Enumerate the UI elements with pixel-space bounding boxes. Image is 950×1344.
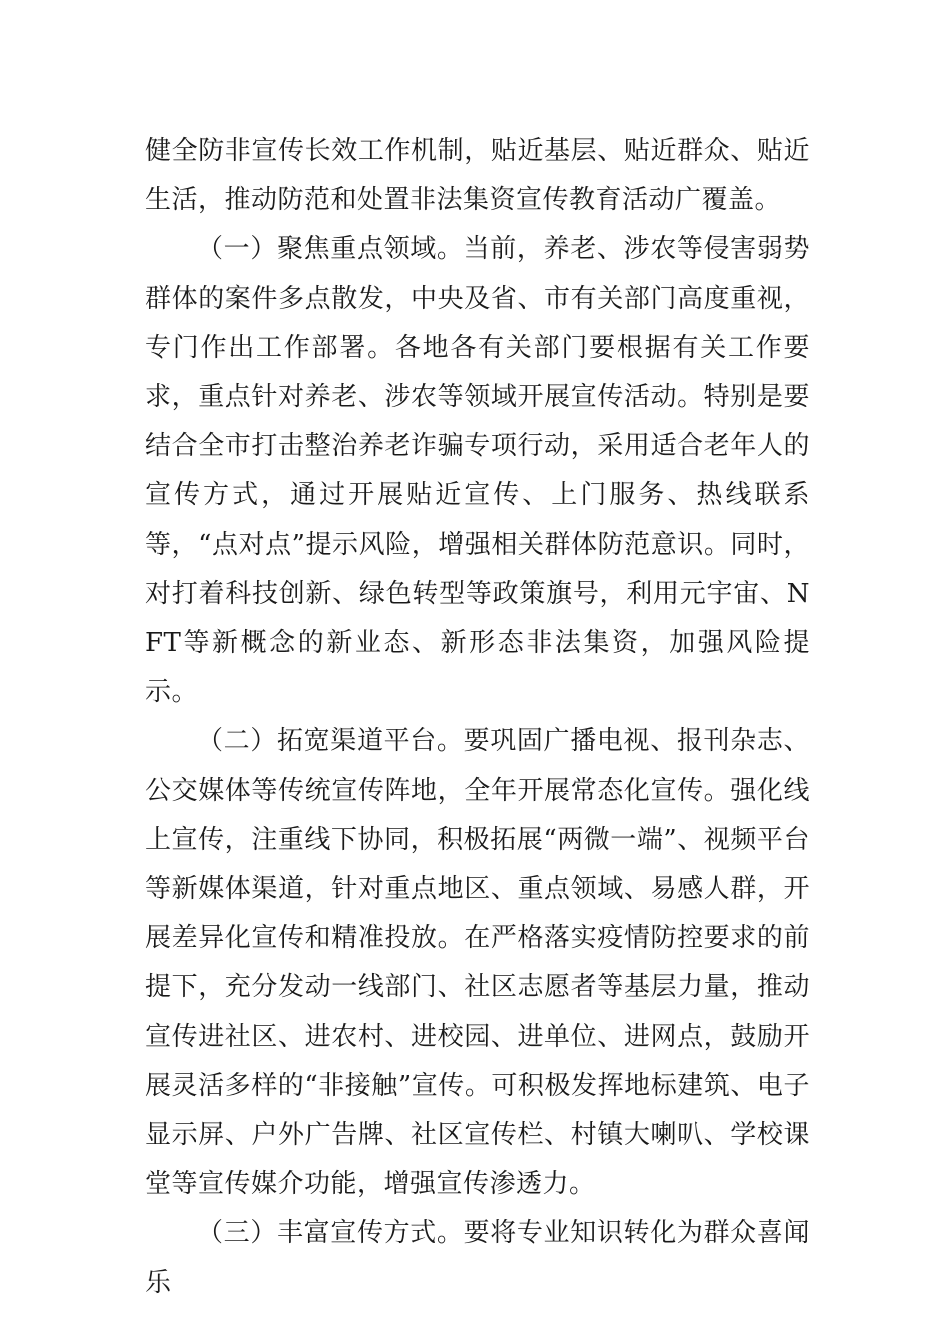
- paragraph-continuation: 健全防非宣传长效工作机制，贴近基层、贴近群众、贴近生活，推动防范和处置非法集资宣传教育活动广覆盖。: [145, 136, 810, 216]
- paragraph-expand-channels: （二）拓宽渠道平台。要巩固广播电视、报刊杂志、公交媒体等传统宣传阵地，全年开展常态化宣传。强化线上宣传，注重线下协同，积极拓展“两微一端”、视频平台等新媒体渠道，针对重点地区、重点领域、易感人群，开展差异化宣传和精准投放。在严格落实疫情防控要求的前提下，充分发动一线部门、社区志愿者等基层力量，推动宣传进社区、进农村、进校园、进单位、进网点，鼓励开展灵活多样的“非接触”宣传。可积极发挥地标建筑、电子显示屏、户外广告牌、社区宣传栏、村镇大喇叭、学校课堂等宣传媒介功能，增强宣传渗透力。: [145, 726, 810, 1200]
- paragraph-enrich-methods: （三）丰富宣传方式。要将专业知识转化为群众喜闻乐: [145, 1218, 810, 1298]
- document-body: [145, 127, 810, 1308]
- paragraph-focus-key-areas: （一）聚焦重点领域。当前，养老、涉农等侵害弱势群体的案件多点散发，中央及省、市有关部门高度重视，专门作出工作部署。各地各有关部门要根据有关工作要求，重点针对养老、涉农等领域开展宣传活动。特别是要结合全市打击整治养老诈骗专项行动，采用适合老年人的宣传方式，通过开展贴近宣传、上门服务、热线联系等，“点对点”提示风险，增强相关群体防范意识。同时，对打着科技创新、绿色转型等政策旗号，利用元宇宙、NFT等新概念的新业态、新形态非法集资，加强风险提示。: [145, 234, 810, 708]
